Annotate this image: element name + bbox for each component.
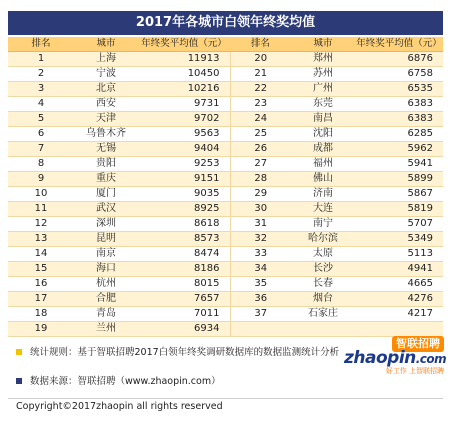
value-cell: 5962 (355, 142, 443, 157)
city-cell: 无锡 (74, 142, 138, 157)
city-cell: 大连 (291, 202, 355, 217)
rank-cell: 7 (8, 142, 74, 157)
value-cell: 8015 (138, 277, 230, 292)
value-cell: 8474 (138, 247, 230, 262)
value-cell: 5349 (355, 232, 443, 247)
value-cell: 8925 (138, 202, 230, 217)
value-cell: 6535 (355, 82, 443, 97)
value-cell: 6383 (355, 97, 443, 112)
city-cell: 长春 (291, 277, 355, 292)
city-cell: 南昌 (291, 112, 355, 127)
value-cell: 4276 (355, 292, 443, 307)
city-cell: 佛山 (291, 172, 355, 187)
header-value-right: 年终奖平均值（元） (355, 37, 443, 52)
table-title: 2017年各城市白领年终奖均值 (8, 11, 443, 35)
rank-cell: 8 (8, 157, 74, 172)
rank-cell: 12 (8, 217, 74, 232)
table-row (8, 112, 443, 127)
rank-cell: 27 (230, 157, 291, 172)
rank-cell: 14 (8, 247, 74, 262)
divider (8, 398, 443, 399)
logo-cn: 智联招聘 (392, 336, 444, 352)
value-cell: 9253 (138, 157, 230, 172)
copyright: Copyright©2017zhaopin all rights reserved (16, 401, 223, 412)
value-cell: 6285 (355, 127, 443, 142)
city-cell: 宁波 (74, 67, 138, 82)
city-cell: 昆明 (74, 232, 138, 247)
city-cell: 重庆 (74, 172, 138, 187)
rank-cell: 1 (8, 52, 74, 67)
table-row (8, 52, 443, 67)
table-row (8, 127, 443, 142)
city-cell: 烟台 (291, 292, 355, 307)
city-cell: 海口 (74, 262, 138, 277)
table-row (8, 292, 443, 307)
city-cell: 北京 (74, 82, 138, 97)
value-cell: 6383 (355, 112, 443, 127)
value-cell: 7011 (138, 307, 230, 322)
rank-cell: 11 (8, 202, 74, 217)
rank-cell: 18 (8, 307, 74, 322)
rank-cell: 20 (230, 52, 291, 67)
value-cell: 10216 (138, 82, 230, 97)
table-row (8, 322, 443, 337)
note-source-text: 数据来源：智联招聘（www.zhaopin.com） (30, 376, 221, 387)
city-cell: 长沙 (291, 262, 355, 277)
city-cell: 青岛 (74, 307, 138, 322)
header-value-left: 年终奖平均值（元） (138, 37, 230, 52)
value-cell: 9035 (138, 187, 230, 202)
note-bullet (16, 349, 22, 355)
table-row (8, 232, 443, 247)
city-cell: 杭州 (74, 277, 138, 292)
value-cell (355, 322, 443, 337)
city-cell: 郑州 (291, 52, 355, 67)
rank-cell: 23 (230, 97, 291, 112)
value-cell: 8186 (138, 262, 230, 277)
value-cell: 5819 (355, 202, 443, 217)
rank-cell: 24 (230, 112, 291, 127)
table-row (8, 187, 443, 202)
table-row (8, 142, 443, 157)
table-row (8, 82, 443, 97)
table-row (8, 247, 443, 262)
table-row (8, 217, 443, 232)
rank-cell: 36 (230, 292, 291, 307)
logo-en (344, 348, 446, 368)
value-cell: 4217 (355, 307, 443, 322)
value-cell: 9404 (138, 142, 230, 157)
notes (16, 346, 340, 404)
value-cell: 5941 (355, 157, 443, 172)
city-cell (291, 322, 355, 337)
value-cell: 5113 (355, 247, 443, 262)
city-cell: 深圳 (74, 217, 138, 232)
city-cell: 苏州 (291, 67, 355, 82)
rank-cell: 34 (230, 262, 291, 277)
table-body (8, 52, 443, 337)
rank-cell: 6 (8, 127, 74, 142)
table-header-row (8, 37, 443, 52)
table-row (8, 97, 443, 112)
table-row (8, 202, 443, 217)
city-cell: 兰州 (74, 322, 138, 337)
header-rank-right: 排名 (230, 37, 291, 52)
rank-cell: 21 (230, 67, 291, 82)
city-cell: 济南 (291, 187, 355, 202)
value-cell: 4665 (355, 277, 443, 292)
note-source (16, 375, 336, 389)
rank-cell: 16 (8, 277, 74, 292)
value-cell: 8618 (138, 217, 230, 232)
city-cell: 武汉 (74, 202, 138, 217)
value-cell: 5867 (355, 187, 443, 202)
rank-cell: 32 (230, 232, 291, 247)
table-row (8, 307, 443, 322)
value-cell: 5707 (355, 217, 443, 232)
value-cell: 8573 (138, 232, 230, 247)
rank-cell: 17 (8, 292, 74, 307)
city-cell: 乌鲁木齐 (74, 127, 138, 142)
rank-cell: 2 (8, 67, 74, 82)
city-cell: 太原 (291, 247, 355, 262)
value-cell: 9702 (138, 112, 230, 127)
city-cell: 上海 (74, 52, 138, 67)
header-rank-left: 排名 (8, 37, 74, 52)
city-cell: 哈尔滨 (291, 232, 355, 247)
city-cell: 广州 (291, 82, 355, 97)
note-bullet (16, 378, 22, 384)
rank-cell: 10 (8, 187, 74, 202)
rank-cell: 28 (230, 172, 291, 187)
city-cell: 东莞 (291, 97, 355, 112)
table-row (8, 262, 443, 277)
rank-cell: 3 (8, 82, 74, 97)
city-cell: 沈阳 (291, 127, 355, 142)
rank-cell: 19 (8, 322, 74, 337)
rank-cell: 5 (8, 112, 74, 127)
value-cell: 9151 (138, 172, 230, 187)
city-cell: 石家庄 (291, 307, 355, 322)
city-cell: 贵阳 (74, 157, 138, 172)
value-cell: 11913 (138, 52, 230, 67)
rank-cell: 37 (230, 307, 291, 322)
city-cell: 南京 (74, 247, 138, 262)
table-row (8, 157, 443, 172)
rank-cell: 31 (230, 217, 291, 232)
value-cell: 7657 (138, 292, 230, 307)
value-cell: 9731 (138, 97, 230, 112)
value-cell: 6876 (355, 52, 443, 67)
rank-cell: 30 (230, 202, 291, 217)
city-cell: 福州 (291, 157, 355, 172)
table-row (8, 172, 443, 187)
rank-cell: 26 (230, 142, 291, 157)
header-city-left: 城市 (74, 37, 138, 52)
city-cell: 合肥 (74, 292, 138, 307)
table-row (8, 67, 443, 82)
city-cell: 天津 (74, 112, 138, 127)
zhaopin-logo (342, 336, 446, 376)
rank-cell: 29 (230, 187, 291, 202)
rank-cell (230, 322, 291, 337)
value-cell: 4941 (355, 262, 443, 277)
rank-cell: 33 (230, 247, 291, 262)
rank-cell: 4 (8, 97, 74, 112)
value-cell: 5899 (355, 172, 443, 187)
value-cell: 6934 (138, 322, 230, 337)
city-cell: 厦门 (74, 187, 138, 202)
note-rule (16, 346, 340, 360)
note-rule-text: 统计规则：基于智联招聘2017白领年终奖调研数据库的数据监测统计分析 (30, 347, 340, 358)
rank-cell: 9 (8, 172, 74, 187)
logo-en-name: zhaopin (344, 348, 416, 368)
rank-cell: 15 (8, 262, 74, 277)
logo-slogan: 好工作 上智联招聘 (385, 367, 444, 375)
value-cell: 10450 (138, 67, 230, 82)
value-cell: 6758 (355, 67, 443, 82)
header-city-right: 城市 (291, 37, 355, 52)
city-cell: 南宁 (291, 217, 355, 232)
table-row (8, 277, 443, 292)
ranking-table (8, 37, 443, 337)
logo-en-suffix: .com (415, 352, 447, 366)
city-cell: 成都 (291, 142, 355, 157)
value-cell: 9563 (138, 127, 230, 142)
rank-cell: 22 (230, 82, 291, 97)
rank-cell: 25 (230, 127, 291, 142)
rank-cell: 13 (8, 232, 74, 247)
city-cell: 西安 (74, 97, 138, 112)
rank-cell: 35 (230, 277, 291, 292)
